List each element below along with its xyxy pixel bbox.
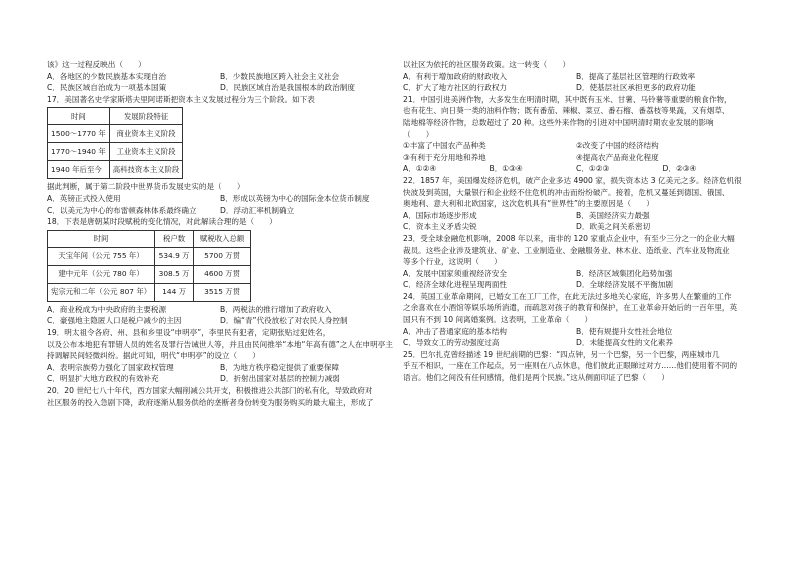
q18-option-b: B．两税法的推行增加了政府收入: [220, 304, 332, 314]
q18-options-row2: [47, 315, 393, 327]
table-cell: 1940 年后至今: [48, 161, 110, 179]
q16-option-a: A．各地区的少数民族基本实现自治: [47, 71, 167, 81]
table-row: [48, 161, 183, 179]
q19-option-a: A．表明宗族势力强化了国家政权管理: [47, 362, 174, 372]
q22-option-d: D．欧美之间关系密切: [576, 222, 651, 232]
table-cell: 商业资本主义阶段: [109, 125, 183, 143]
q17-question: 据此判断，属于第二阶段中世界货币发展史实的是（ ）: [47, 182, 245, 192]
table-cell: 工业资本主义阶段: [109, 143, 183, 161]
q21-line: 陆地棉等经济作物，总数超过了 20 种。这些外来作物的引进对中国明清时期农业发展的影响: [403, 117, 714, 127]
q20-option-b: B．提高了基层社区管理的行政效率: [576, 71, 696, 81]
q20-options-row2: [403, 82, 749, 94]
q21-item-4: ④提高农产品商业化程度: [576, 152, 659, 162]
q21-item-3: ③有利于充分用地和养地: [403, 152, 486, 162]
q18-option-c: C．豪强地主隐匿人口是税户减少的主因: [47, 316, 182, 326]
q24-line: 24．英国工业革命期间，已婚女工在工厂工作，在此无法过多地关心家庭，许多男人在繁重的工作: [403, 291, 732, 301]
q22-option-c: C．资本主义矛盾尖锐: [403, 222, 477, 232]
q23-option-b: B．经济区域集团化趋势加强: [576, 268, 673, 278]
q23-line: 等多个行业，这说明（ ）: [403, 257, 502, 267]
table-row: [48, 125, 183, 143]
q16-option-c: C．民族区域自治成为一项基本国策: [47, 83, 167, 93]
q22-options-row1: [403, 210, 749, 222]
q23-option-c: C．经济全球化进程呈现两面性: [403, 280, 508, 290]
q17-options-row2: [47, 205, 393, 217]
q22-line: 22．1857 年，美国爆发经济危机，破产企业多达 4900 家，损失资本达 3 亿美元之多。经济危机很: [403, 175, 742, 185]
q23-options-row2: [403, 279, 749, 291]
q19-option-c: C．明显扩大地方政权的有效补充: [47, 374, 159, 384]
table-cell: 1500～1770 年: [48, 125, 110, 143]
table-row: [48, 283, 251, 301]
q25-line: 25．巴尔扎克曾经描述 19 世纪前期的巴黎：“四点钟，另一个巴黎，另一个巴黎，两座城市几: [403, 349, 720, 359]
left-column: [47, 59, 393, 408]
q16-option-b: B．少数民族地区跨入社会主义社会: [220, 71, 340, 81]
q21-items-row1: [403, 140, 749, 152]
q17-option-a: A．英镑正式投入使用: [47, 193, 121, 203]
q17-table: [47, 107, 183, 179]
q23-options-row1: [403, 268, 749, 280]
q17-option-d: D．浮动汇率机制确立: [220, 205, 295, 215]
table-cell: 建中元年（公元 780 年）: [48, 265, 155, 283]
q21-items-row2: [403, 152, 749, 164]
q24-line: 国只有不到 10 间离婚案例。这表明，工业革命（ ）: [403, 315, 593, 325]
right-column: [403, 59, 749, 384]
table-cell: 宪宗元和二年（公元 807 年）: [48, 283, 155, 301]
q20-option-d: D．使基层社区承担更多的政府功能: [576, 83, 696, 93]
q18-table-header: 赋税收入总额: [194, 230, 251, 247]
q20-option-a: A．有利于增加政府的财政收入: [403, 71, 507, 81]
table-cell: 3515 万贯: [194, 283, 251, 301]
q23-option-a: A．发展中国家须重视经济安全: [403, 268, 507, 278]
q21-line: 21．中国引进美洲作物，大多发生在明清时期，其中既有玉米、甘薯、马铃薯等重要的粮食作物，: [403, 94, 732, 104]
q22-option-a: A．国际市场逐步形成: [403, 210, 477, 220]
table-cell: 天宝年间（公元 755 年）: [48, 247, 155, 265]
q25-line: 语言。他们之间没有任何感情，他们是两个民族。”这从侧面印证了巴黎（ ）: [403, 373, 669, 383]
q24-option-c: C．导致女工的劳动强度过高: [403, 338, 500, 348]
q17-table-header: 发展阶段特征: [109, 108, 183, 125]
table-row: [48, 143, 183, 161]
q16-option-d: D．民族区域自治是我国根本的政治制度: [220, 83, 355, 93]
q18-option-a: A．商业税成为中央政府的主要税源: [47, 304, 167, 314]
q20-line: 社区服务的投入急剧下降，政府逐渐从服务供给的垄断者身份转变为服务购买的最大雇主，形成了: [47, 397, 374, 407]
q17-stem: 17．美国著名史学家斯塔夫里阿诺斯把资本主义发展过程分为三个阶段。如下表: [47, 94, 315, 104]
q21-option-c: C．①②③: [576, 164, 610, 174]
table-cell: 144 万: [155, 283, 194, 301]
q18-table: [47, 230, 251, 302]
q21-option-a: A．①②④: [403, 164, 437, 174]
q21-line: （ ）: [403, 129, 434, 139]
q21-line: 也有花生、向日葵一类的油料作物；既有番茄、辣椒、菜豆、番石榴、番荔枝等果蔬，又有烟草、: [403, 106, 730, 116]
q24-options-row1: [403, 326, 749, 338]
q19-line: 19．明太祖令各府、州、县和乡里设“申明亭”，李里民有犯者，定期张贴过犯姓名，: [47, 327, 331, 337]
q24-line: 之余喜欢在小酒馆等娱乐场所消遣，而疏忽对孩子的教育和保护，在工业革命开始后的一百年里，英: [403, 303, 738, 313]
q18-option-d: D．编“青”代役放松了对农民人身控制: [220, 316, 348, 326]
q24-options-row2: [403, 337, 749, 349]
q21-item-2: ②改变了中国的经济结构: [576, 141, 659, 151]
q19-option-b: B．为地方秩序稳定提供了重要保障: [220, 362, 340, 372]
q22-options-row2: [403, 221, 749, 233]
q22-option-b: B．美国经济实力最强: [576, 210, 650, 220]
q19-line: 持调解民间轻微纠纷。据此可知，明代“申明亭”的设立（ ）: [47, 351, 260, 361]
table-cell: 5700 万贯: [194, 247, 251, 265]
q16-options-row2: [47, 82, 393, 94]
table-cell: 534.9 万: [155, 247, 194, 265]
q22-line: 奥地利、意大利和北欧国家，这次危机具有“世界性”的主要原因是（ ）: [403, 199, 654, 209]
q22-line: 快波及到英国，大量银行和企业经不住危机的冲击而纷纷破产。接着，危机又蔓延到德国、俄国、: [403, 187, 730, 197]
q24-option-d: D．未能提高女性的文化素养: [576, 338, 673, 348]
q20-continuation: 以社区为依托的社区服务政策。这一转变（ ）: [403, 60, 571, 69]
table-cell: 4600 万贯: [194, 265, 251, 283]
q23-option-d: D．全球经济发展不平衡加剧: [576, 280, 673, 290]
table-cell: 308.5 万: [155, 265, 194, 283]
q20-options-row1: [403, 71, 749, 83]
q19-options-row1: [47, 362, 393, 374]
table-cell: 高科技资本主义阶段: [109, 161, 183, 179]
q17-options-row1: [47, 193, 393, 205]
q18-options-row1: [47, 304, 393, 316]
q24-option-a: A．冲击了普通家庭的基本结构: [403, 326, 507, 336]
q21-option-b: B．①③④: [489, 164, 523, 174]
table-cell: 1770～1940 年: [48, 143, 110, 161]
q19-options-row2: [47, 373, 393, 385]
q17-option-b: B．形成以英镑为中心的国际金本位货币制度: [220, 193, 370, 203]
q16-options-row1: [47, 71, 393, 83]
q18-stem: 18．下表是唐朝某时段赋税的变化情况，对此解读合理的是（ ）: [47, 217, 277, 227]
q24-option-b: B．使有规提升女性社会地位: [576, 326, 673, 336]
q20-line: 20．20 世纪七八十年代，西方国家大幅削减公共开支，积极推进公共部门的私有化，导致政府对: [47, 385, 373, 395]
q21-option-d: D．②③④: [662, 164, 697, 174]
q23-line: 裁员。这些企业涉及建筑业、矿业、工业制造业、金融服务业、林木业、造纸业、汽车业及物流业: [403, 245, 730, 255]
q23-line: 23．受全球金融危机影响，2008 年以来，南非的 120 家重点企业中，有至少三分之一的企业大幅: [403, 233, 735, 243]
q21-options-row: [403, 163, 749, 175]
q19-option-d: D．折射出国家对基层的控制力减弱: [220, 374, 340, 384]
q19-line: 以及公布本地犯有罪错人员的姓名及罪行告诫世人等，并且由民间推举“本地“年高有德”之人在申明亭主: [47, 339, 393, 349]
q20-option-c: C．扩大了地方社区的行政权力: [403, 83, 508, 93]
q18-table-header: 时间: [48, 230, 155, 247]
q25-line: 乎互不相识，一座在工作起点，另一座则在八点休息，他们彼此正眼睇过对方……他们使用着不同的: [403, 361, 738, 371]
q16-tail: 该》这一过程反映出（ ）: [47, 60, 146, 69]
q17-table-header: 时间: [48, 108, 110, 125]
q17-option-c: C．以美元为中心的布雷顿森林体系最终确立: [47, 205, 197, 215]
table-row: [48, 265, 251, 283]
q21-item-1: ①丰富了中国农产品种类: [403, 141, 486, 151]
q18-table-header: 税户数: [155, 230, 194, 247]
table-row: [48, 247, 251, 265]
